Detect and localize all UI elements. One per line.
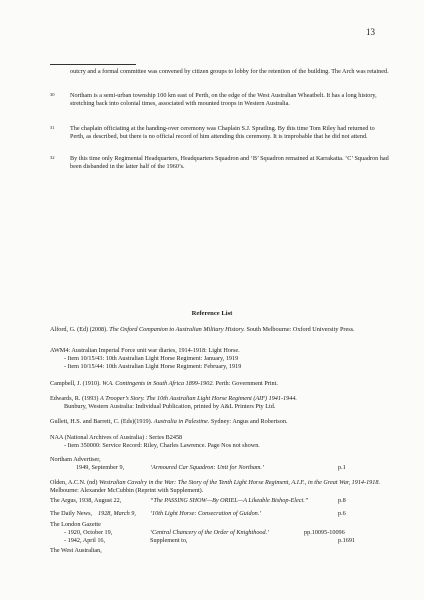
reference-list-title: Reference List: [191, 310, 233, 317]
ref-page: p.1: [338, 464, 346, 471]
footnote-text: By this time only Regimental Headquarters, Headquarters Squadron and ‘B’ Squadron remained at Karrakatta. ‘C’ Squadron had been disbanded in the latter half of the 1960’s.: [70, 155, 389, 171]
reference-gullett: [50, 418, 390, 426]
ref-date: 1928, March 9,: [98, 510, 136, 517]
ref-line: AWM4: Australian Imperial Force unit war diaries, 1914-1918: Light Horse.: [50, 347, 240, 354]
ref-title: The Oxford Companion to Australian Military History.: [109, 326, 245, 333]
ref-article: ‘Armoured Car Squadron: Unit for Northam.’: [150, 464, 265, 471]
footnote-32: [50, 155, 390, 171]
ref-author: Gullett, H.S. and Barrett, C. (Eds)(1919).: [50, 418, 154, 425]
reference-olden: [50, 479, 390, 495]
ref-article: ‘10th Light Horse: Consecration of Guidon.’: [150, 510, 262, 517]
reference-west-australian: [50, 547, 390, 555]
reference-argus: [50, 497, 390, 505]
ref-item: - Item 350000: Service Record: Riley, Charles Lawrence. Page Nos not shown.: [64, 442, 260, 449]
ref-publisher: South Melbourne: Oxford University Press.: [244, 326, 355, 333]
ref-page: p.8: [338, 497, 346, 504]
footnote-30: [50, 92, 390, 108]
ref-publisher: Bunbury, Western Australia: Individual Publication, printed by A&L Printers Pty Ltd.: [64, 403, 276, 410]
ref-title: A Trooper’s Story. The 10th Australian Light Horse Regiment (AIF) 1941-1944.: [100, 395, 297, 402]
reference-london-gazette: [50, 521, 390, 545]
reference-campbell: [50, 380, 390, 388]
ref-paper: The Daily News,: [50, 510, 93, 517]
reference-daily-news: [50, 510, 390, 518]
footnote-divider: [50, 64, 136, 65]
footnote-text: The chaplain officiating at the handing-over ceremony was Chaplain S.J. Spratling. By this time Tom Riley had returned to Perth, as described, but there is no official record of him attending this ceremony. It is improbable that he did not attend.: [70, 125, 375, 141]
ref-publisher: Perth: Government Print.: [213, 380, 278, 387]
ref-title: Westralian Cavalry in the War: The Story of the Tenth Light Horse Regiment, A.I.F., in the Great War, 1914-1918.: [98, 479, 380, 486]
reference-naa: [50, 434, 390, 450]
ref-line: The West Australian,: [50, 547, 102, 554]
ref-line: Northam Advertiser,: [50, 456, 101, 463]
ref-item: - Item 10/15/43: 10th Australian Light Horse Regiment: January, 1919: [64, 355, 239, 362]
ref-article: ‘Central Chancery of the Order of Knighthood.’: [150, 529, 270, 536]
ref-article: “The PASSING SHOW—By ORIEL—A Likeable Bishop-Elect.”: [150, 497, 309, 504]
ref-page: pp.10095-10096: [304, 529, 345, 536]
ref-date: - 1920, October 19,: [64, 529, 113, 536]
footnote-number: 32: [50, 155, 55, 160]
ref-article: Supplement to,: [150, 537, 188, 544]
ref-date: The Argus, 1938, August 22,: [50, 497, 122, 504]
ref-line: NAA (National Archives of Australia) : Series B2458: [50, 434, 183, 441]
footnote-continued: [50, 68, 390, 76]
footnote-31: [50, 125, 390, 141]
ref-date: 1949, September 9,: [76, 464, 125, 471]
ref-author: Campbell, J. (1910).: [50, 380, 103, 387]
ref-page: p.6: [338, 510, 346, 517]
ref-date: - 1942, April 16,: [64, 537, 106, 544]
footnote-number: 30: [50, 92, 55, 97]
ref-author: Edwards, R. (1993): [50, 395, 101, 402]
footnote-number: 31: [50, 125, 55, 130]
ref-author: Olden, A.C.N. (nd): [50, 479, 99, 486]
footnote-text: Northam is a semi-urban township 100 km east of Perth, on the edge of the West Australian Wheatbelt. It has a long history, stretching back into colonial times, associated with mounted troops in Western Australia.: [70, 92, 377, 108]
ref-publisher: Melbourne: Alexander McCubbin (Reprint with Supplement).: [50, 487, 204, 494]
ref-item: - Item 10/15/44: 10th Australian Light Horse Regiment: February, 1919: [64, 363, 242, 370]
ref-author: Alford, G. (Ed) (2008).: [50, 326, 110, 333]
page-number: 13: [366, 27, 375, 37]
reference-northam: [50, 456, 390, 472]
ref-title: W.A. Contingents in South Africa 1899-1902.: [102, 380, 214, 387]
reference-awm4: [50, 347, 390, 371]
ref-line: The London Gazette: [50, 521, 101, 528]
ref-title: Australia in Palestine.: [153, 418, 210, 425]
ref-page: p.1691: [338, 537, 356, 544]
reference-edwards: [50, 395, 390, 411]
footnote-text: outcry and a formal committee was convened by citizen groups to lobby for the retention of the building. The Arch was retained.: [70, 68, 389, 75]
ref-publisher: Sydney: Angus and Robertson.: [209, 418, 288, 425]
reference-alford: [50, 326, 390, 334]
